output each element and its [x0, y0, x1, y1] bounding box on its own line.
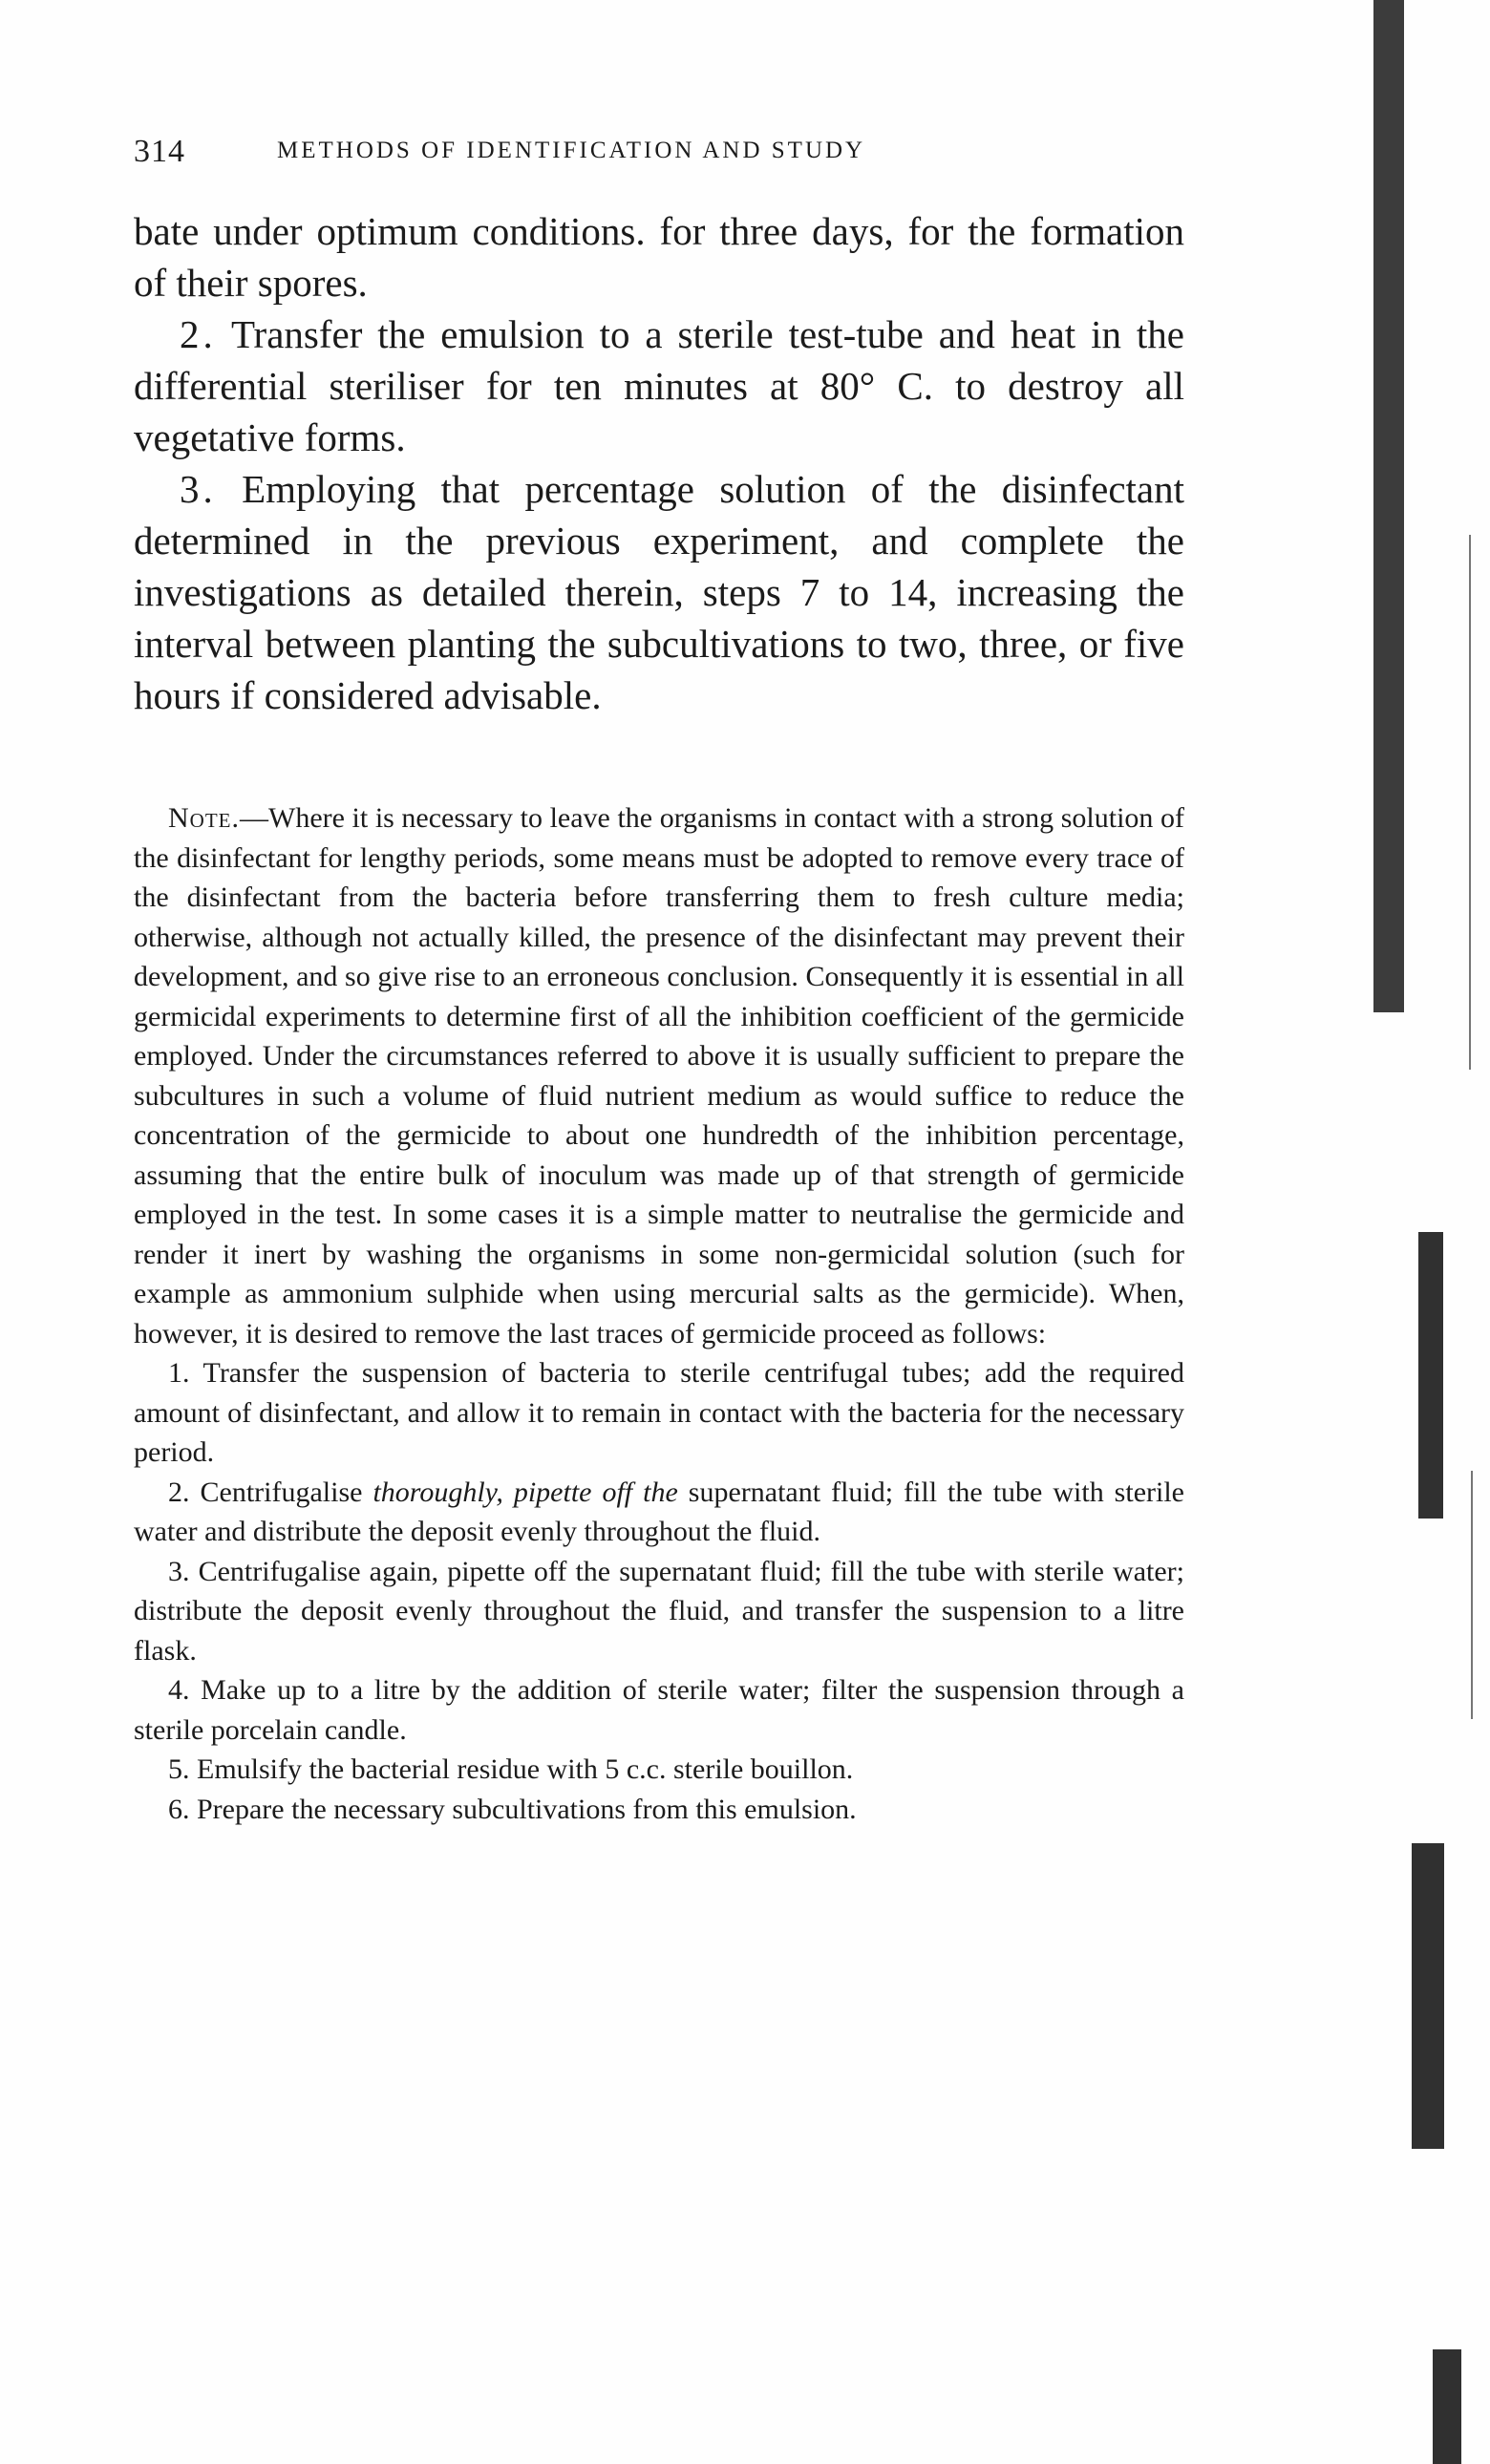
step-3-text: Employing that percentage solution of the disinfectant determined in the previous experiment, and complete the investigations as detailed therein, steps 7 to 14, increasing the interval between planting the subcultivations to two, three, or five hours if considered advisable. [134, 467, 1184, 717]
note-step-4: 4. Make up to a litre by the addition of sterile water; filter the suspension through a sterile porcelain candle. [134, 1674, 1184, 1746]
scan-edge-shadow [1433, 2349, 1461, 2464]
note-step-2 [134, 1473, 1184, 1552]
note-step-2-suffix: supernatant fluid; fill the tube with sterile water and distribute the deposit evenly throughout the fluid. [134, 1476, 1184, 1547]
note-step-1: 1. Transfer the suspension of bacteria to sterile centrifugal tubes; add the required amount of disinfectant, and allow it to remain in contact with the bacteria for the necessary period. [134, 1357, 1184, 1468]
note-intro-paragraph [134, 798, 1184, 1353]
step-3-paragraph [134, 463, 1184, 721]
step-2-number: 2. [180, 312, 217, 356]
scan-edge-line [1471, 1471, 1473, 1719]
scan-edge-shadow [1418, 1232, 1443, 1519]
scan-edge-shadow [1412, 1843, 1444, 2149]
scan-edge-line [1469, 535, 1471, 1070]
note-intro-text: —Where it is necessary to leave the organisms in contact with a strong solution of the disinfectant for lengthy periods, some means must be adopted to remove every trace of the disinfectant from the bacteria before transferring them to fresh culture media; otherwise, although not actually killed, the presence of the disinfectant may prevent their development, and so give rise to an erroneous conclusion. Consequently it is essential in all germicidal experiments to determine first of all the inhibition coefficient of the germicide employed. Under the circumstances referred to above it is usually sufficient to prepare the subcultures in such a volume of fluid nutrient medium as would suffice to reduce the concentration of the germicide to about one hundredth of the inhibition percentage, assuming that the entire bulk of inoculum was made up of that strength of germicide employed in the test. In some cases it is a simple matter to neutralise the germicide and render it inert by washing the organisms in some non-germicidal solution (such for example as ammonium sulphide when using mercurial salts as the germicide). When, however, it is desired to remove the last traces of germicide proceed as follows: [134, 802, 1184, 1349]
running-title: METHODS OF IDENTIFICATION AND STUDY [277, 138, 866, 163]
note-step-2-italic: thoroughly, pipette off the [372, 1476, 678, 1508]
note-section [134, 798, 1184, 1829]
step-3-number: 3. [180, 467, 217, 511]
note-label: Note. [168, 802, 240, 834]
running-header [134, 134, 1184, 181]
scan-edge-shadow [1373, 0, 1404, 1012]
step-2-paragraph [134, 308, 1184, 463]
continuation-paragraph: bate under optimum conditions. for three days, for the formation of their spores. [134, 209, 1184, 305]
step-2-text: Transfer the emulsion to a sterile test-tube and heat in the differential steriliser for ten minutes at 80° C. to destroy all vegetative forms. [134, 312, 1184, 459]
main-text [134, 205, 1184, 721]
note-step-6: 6. Prepare the necessary subcultivations from this emulsion. [168, 1793, 857, 1825]
page-number: 314 [134, 134, 185, 169]
note-step-3: 3. Centrifugalise again, pipette off the supernatant fluid; fill the tube with sterile water; distribute the deposit evenly throughout the fluid, and transfer the suspension to a litre flask. [134, 1555, 1184, 1667]
note-step-2-prefix: 2. Centrifugalise [168, 1476, 373, 1508]
note-step-5: 5. Emulsify the bacterial residue with 5 c.c. sterile bouillon. [168, 1753, 854, 1785]
